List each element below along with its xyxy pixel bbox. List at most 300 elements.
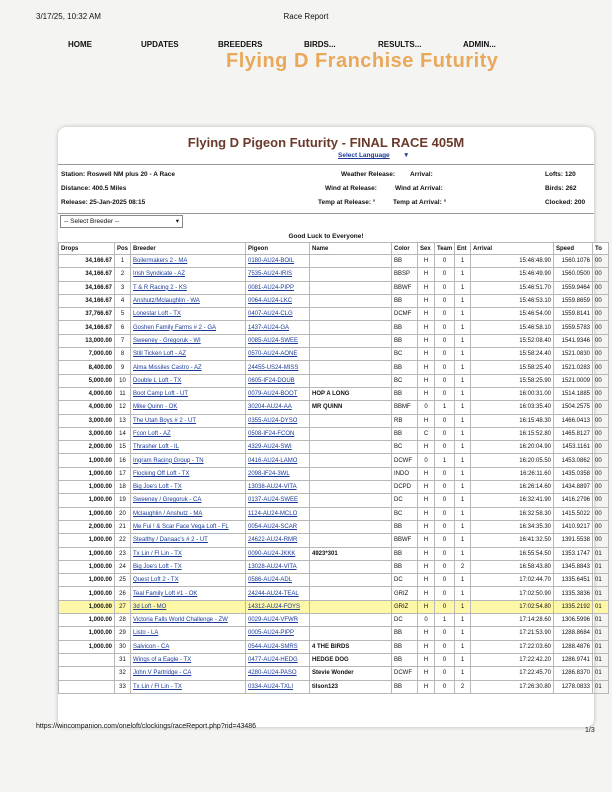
chevron-down-icon[interactable]: ▼ bbox=[403, 152, 410, 159]
report-title: Flying D Pigeon Futurity - FINAL RACE 405M bbox=[187, 135, 465, 150]
nav-updates[interactable]: UPDATES bbox=[141, 40, 179, 49]
col-ent: Ent bbox=[455, 243, 471, 255]
table-row bbox=[59, 547, 609, 560]
cell-ent: 1 bbox=[455, 281, 471, 294]
cell-drops: 8,400.00 bbox=[59, 361, 115, 374]
cell-pos: 25 bbox=[115, 574, 131, 587]
cell-color: BB bbox=[392, 255, 418, 268]
cell-breeder[interactable]: Mclaughlin / Anshutz - MA bbox=[131, 507, 246, 520]
table-row bbox=[59, 414, 609, 427]
cell-pigeon[interactable]: 2098-IF24-3WL bbox=[246, 467, 310, 480]
cell-team: 0 bbox=[435, 653, 455, 666]
cell-breeder[interactable]: Boilermakers 2 - MA bbox=[131, 255, 246, 268]
table-row bbox=[59, 667, 609, 680]
cell-sex: H bbox=[418, 680, 435, 693]
cell-team: 0 bbox=[435, 294, 455, 307]
cell-pos: 28 bbox=[115, 614, 131, 627]
cell-arrival: 16:41:32.50 bbox=[471, 534, 554, 547]
col-speed: Speed bbox=[554, 243, 593, 255]
cell-breeder[interactable]: Salvicon - CA bbox=[131, 640, 246, 653]
cell-arrival: 16:00:31.00 bbox=[471, 387, 554, 400]
cell-name bbox=[310, 374, 392, 387]
wind-release: Wind at Release: bbox=[325, 185, 377, 192]
cell-to: 01 bbox=[593, 667, 609, 680]
cell-breeder[interactable]: Still Ticken Loft - AZ bbox=[131, 348, 246, 361]
distance-label: Distance: 400.5 Miles bbox=[61, 185, 127, 192]
cell-to: 00 bbox=[593, 414, 609, 427]
cell-to: 00 bbox=[593, 387, 609, 400]
cell-breeder[interactable]: Stealthy / Danaac's # 2 - UT bbox=[131, 534, 246, 547]
cell-pos: 7 bbox=[115, 334, 131, 347]
cell-pos: 9 bbox=[115, 361, 131, 374]
cell-pos: 8 bbox=[115, 348, 131, 361]
table-row bbox=[59, 600, 609, 613]
cell-team: 0 bbox=[435, 481, 455, 494]
cell-color: GRIZ bbox=[392, 587, 418, 600]
cell-to: 01 bbox=[593, 653, 609, 666]
cell-drops: 1,000.00 bbox=[59, 587, 115, 600]
table-row bbox=[59, 614, 609, 627]
table-header-row bbox=[59, 243, 609, 255]
cell-breeder[interactable]: Me Fui ! & Scar Face Vega Loft - FL bbox=[131, 520, 246, 533]
cell-team: 0 bbox=[435, 680, 455, 693]
table-row bbox=[59, 560, 609, 573]
cell-pigeon[interactable]: 30204-AU24-AA bbox=[246, 401, 310, 414]
race-info-panel bbox=[58, 164, 594, 214]
cell-pigeon[interactable]: 24244-AU24-TEAL bbox=[246, 587, 310, 600]
cell-pigeon[interactable]: 1437-AU24-GA bbox=[246, 321, 310, 334]
cell-pigeon[interactable]: 13028-AU24-VITA bbox=[246, 560, 310, 573]
col-pos: Pos bbox=[115, 243, 131, 255]
cell-name: 4923*301 bbox=[310, 547, 392, 560]
cell-pos: 21 bbox=[115, 520, 131, 533]
cell-to: 00 bbox=[593, 361, 609, 374]
cell-sex: 0 bbox=[418, 454, 435, 467]
cell-pigeon[interactable]: 0079-AU24-BOOT bbox=[246, 387, 310, 400]
cell-ent: 1 bbox=[455, 308, 471, 321]
cell-name bbox=[310, 255, 392, 268]
cell-color: BB bbox=[392, 294, 418, 307]
cell-speed: 1278.0833 bbox=[554, 680, 593, 693]
cell-arrival: 17:21:53.90 bbox=[471, 627, 554, 640]
wind-arrival: Wind at Arrival: bbox=[395, 185, 443, 192]
cell-pigeon[interactable]: 0570-AU24-AONE bbox=[246, 348, 310, 361]
cell-name bbox=[310, 268, 392, 281]
cell-arrival: 15:58:24.40 bbox=[471, 348, 554, 361]
cell-speed: 1521.0283 bbox=[554, 361, 593, 374]
cell-sex: 0 bbox=[418, 614, 435, 627]
cell-pigeon[interactable]: 0477-AU24-HEDG bbox=[246, 653, 310, 666]
cell-to: 00 bbox=[593, 281, 609, 294]
cell-to: 01 bbox=[593, 614, 609, 627]
chevron-down-icon: ▾ bbox=[175, 218, 179, 225]
cell-pigeon[interactable]: 13038-AU24-VITA bbox=[246, 481, 310, 494]
cell-color: BB bbox=[392, 627, 418, 640]
cell-breeder[interactable]: Sweeney / Gregoruk - CA bbox=[131, 494, 246, 507]
cell-sex: H bbox=[418, 481, 435, 494]
cell-ent: 1 bbox=[455, 454, 471, 467]
cell-pigeon[interactable]: 7535-AU24-IRIS bbox=[246, 268, 310, 281]
cell-arrival: 16:32:58.30 bbox=[471, 507, 554, 520]
cell-sex: H bbox=[418, 627, 435, 640]
cell-pos: 29 bbox=[115, 627, 131, 640]
breeder-select[interactable] bbox=[60, 215, 183, 228]
cell-pigeon[interactable]: 4329-AU24-SWI bbox=[246, 441, 310, 454]
cell-pigeon[interactable]: 0085-AU24-SWEE bbox=[246, 334, 310, 347]
cell-arrival: 17:22:03.60 bbox=[471, 640, 554, 653]
table-row bbox=[59, 308, 609, 321]
cell-breeder[interactable]: Double L Loft - TX bbox=[131, 374, 246, 387]
cell-breeder[interactable]: Tx Lin / Fl Lin - TX bbox=[131, 547, 246, 560]
cell-name bbox=[310, 481, 392, 494]
cell-ent: 1 bbox=[455, 520, 471, 533]
cell-drops: 1,000.00 bbox=[59, 547, 115, 560]
table-row bbox=[59, 374, 609, 387]
cell-pigeon[interactable]: 1124-AU24-MCLO bbox=[246, 507, 310, 520]
cell-color: RB bbox=[392, 414, 418, 427]
cell-breeder[interactable]: Big Joe's Loft - TX bbox=[131, 560, 246, 573]
cell-team: 0 bbox=[435, 494, 455, 507]
cell-pigeon[interactable]: 24622-AU24-RMR bbox=[246, 534, 310, 547]
cell-to: 01 bbox=[593, 587, 609, 600]
cell-sex: H bbox=[418, 574, 435, 587]
cell-speed: 1560.1076 bbox=[554, 255, 593, 268]
cell-team: 0 bbox=[435, 308, 455, 321]
cell-team: 0 bbox=[435, 348, 455, 361]
cell-sex: H bbox=[418, 520, 435, 533]
cell-color: BC bbox=[392, 348, 418, 361]
cell-pigeon[interactable]: 0137-AU24-SWEE bbox=[246, 494, 310, 507]
cell-name bbox=[310, 494, 392, 507]
cell-color: BC bbox=[392, 374, 418, 387]
cell-sex: H bbox=[418, 640, 435, 653]
footer-url: https://wincompanion.com/oneloft/clockings/raceReport.php?rid=43486 bbox=[36, 723, 257, 730]
col-pigeon: Pigeon bbox=[246, 243, 310, 255]
cell-sex: H bbox=[418, 600, 435, 613]
cell-breeder[interactable]: Thrasher Loft - IL bbox=[131, 441, 246, 454]
cell-breeder[interactable]: Anshutz/Mclaughlin - WA bbox=[131, 294, 246, 307]
cell-drops: 1,000.00 bbox=[59, 614, 115, 627]
cell-pigeon[interactable]: 0090-AU24-JKKK bbox=[246, 547, 310, 560]
cell-team: 0 bbox=[435, 268, 455, 281]
col-to: To bbox=[593, 243, 609, 255]
cell-to: 00 bbox=[593, 268, 609, 281]
cell-team: 0 bbox=[435, 467, 455, 480]
cell-name bbox=[310, 334, 392, 347]
breeder-select-value: -- Select Breeder -- bbox=[64, 218, 120, 225]
cell-team: 1 bbox=[435, 614, 455, 627]
cell-breeder[interactable]: Irish Syndicate - AZ bbox=[131, 268, 246, 281]
cell-sex: H bbox=[418, 414, 435, 427]
cell-team: 0 bbox=[435, 334, 455, 347]
cell-speed: 1335.3836 bbox=[554, 587, 593, 600]
cell-to: 00 bbox=[593, 534, 609, 547]
cell-to: 00 bbox=[593, 255, 609, 268]
cell-to: 00 bbox=[593, 321, 609, 334]
cell-breeder[interactable]: Sweeney - Gregoruk - WI bbox=[131, 334, 246, 347]
cell-sex: H bbox=[418, 281, 435, 294]
cell-sex: H bbox=[418, 494, 435, 507]
nav-results[interactable]: RESULTS... bbox=[378, 40, 422, 49]
cell-pos: 30 bbox=[115, 640, 131, 653]
nav-admin[interactable]: ADMIN... bbox=[463, 40, 496, 49]
cell-pigeon[interactable]: 0416-AU24-LAMO bbox=[246, 454, 310, 467]
cell-ent: 1 bbox=[455, 414, 471, 427]
nav-home[interactable]: HOME bbox=[68, 40, 92, 49]
col-color: Color bbox=[392, 243, 418, 255]
cell-pigeon[interactable]: 0508-IF24-FCON bbox=[246, 427, 310, 440]
cell-pos: 18 bbox=[115, 481, 131, 494]
cell-arrival: 16:15:48.30 bbox=[471, 414, 554, 427]
cell-arrival: 15:46:49.90 bbox=[471, 268, 554, 281]
cell-team: 0 bbox=[435, 361, 455, 374]
cell-ent: 1 bbox=[455, 614, 471, 627]
cell-breeder[interactable]: Lonestar Loft - TX bbox=[131, 308, 246, 321]
cell-ent: 1 bbox=[455, 627, 471, 640]
cell-name: Stevie Wonder bbox=[310, 667, 392, 680]
cell-speed: 1465.8127 bbox=[554, 427, 593, 440]
cell-breeder[interactable]: Wings of a Eagle - TX bbox=[131, 653, 246, 666]
cell-name bbox=[310, 308, 392, 321]
cell-to: 00 bbox=[593, 481, 609, 494]
nav-breeders[interactable]: BREEDERS bbox=[218, 40, 263, 49]
cell-drops: 4,000.00 bbox=[59, 401, 115, 414]
cell-color: BB bbox=[392, 321, 418, 334]
cell-sex: H bbox=[418, 441, 435, 454]
cell-team: 1 bbox=[435, 401, 455, 414]
good-luck-message: Good Luck to Everyone! bbox=[288, 233, 364, 240]
table-row bbox=[59, 427, 609, 440]
cell-team: 0 bbox=[435, 374, 455, 387]
cell-pos: 24 bbox=[115, 560, 131, 573]
cell-arrival: 15:46:53.10 bbox=[471, 294, 554, 307]
cell-team: 0 bbox=[435, 587, 455, 600]
cell-to: 00 bbox=[593, 427, 609, 440]
cell-pigeon[interactable]: 0407-AU24-CLG bbox=[246, 308, 310, 321]
cell-breeder[interactable]: Teal Family Loft #1 - OK bbox=[131, 587, 246, 600]
cell-name: tilson123 bbox=[310, 680, 392, 693]
table-row bbox=[59, 441, 609, 454]
cell-to: 01 bbox=[593, 560, 609, 573]
cell-drops: 1,000.00 bbox=[59, 627, 115, 640]
table-row bbox=[59, 627, 609, 640]
cell-ent: 1 bbox=[455, 334, 471, 347]
cell-pos: 17 bbox=[115, 467, 131, 480]
cell-to: 00 bbox=[593, 374, 609, 387]
cell-arrival: 16:55:54.50 bbox=[471, 547, 554, 560]
cell-color: DCWF bbox=[392, 454, 418, 467]
cell-color: BBMF bbox=[392, 401, 418, 414]
cell-pos: 11 bbox=[115, 387, 131, 400]
cell-pigeon[interactable]: 0334-AU24-TXLI bbox=[246, 680, 310, 693]
cell-sex: H bbox=[418, 294, 435, 307]
select-language-link[interactable]: Select Language bbox=[338, 152, 390, 159]
cell-drops: 1,000.00 bbox=[59, 600, 115, 613]
cell-drops: 37,766.67 bbox=[59, 308, 115, 321]
cell-sex: H bbox=[418, 374, 435, 387]
cell-pos: 26 bbox=[115, 587, 131, 600]
page-number: 1/3 bbox=[585, 727, 595, 734]
release-label: Release: 25-Jan-2025 08:15 bbox=[61, 199, 146, 206]
col-arrival: Arrival bbox=[471, 243, 554, 255]
cell-pigeon[interactable]: 0054-AU24-SCAR bbox=[246, 520, 310, 533]
cell-speed: 1353.1747 bbox=[554, 547, 593, 560]
cell-name: HEDGE DOG bbox=[310, 653, 392, 666]
table-row bbox=[59, 348, 609, 361]
cell-ent: 1 bbox=[455, 255, 471, 268]
cell-to: 00 bbox=[593, 520, 609, 533]
cell-color: BB bbox=[392, 547, 418, 560]
cell-arrival: 15:46:58.10 bbox=[471, 321, 554, 334]
cell-breeder[interactable]: T & R Racing 2 - KS bbox=[131, 281, 246, 294]
cell-color: DC bbox=[392, 494, 418, 507]
table-row bbox=[59, 387, 609, 400]
cell-team: 0 bbox=[435, 321, 455, 334]
cell-arrival: 17:02:54.80 bbox=[471, 600, 554, 613]
cell-ent: 1 bbox=[455, 534, 471, 547]
cell-ent: 2 bbox=[455, 680, 471, 693]
cell-sex: H bbox=[418, 547, 435, 560]
cell-pos: 13 bbox=[115, 414, 131, 427]
cell-to: 00 bbox=[593, 348, 609, 361]
cell-team: 0 bbox=[435, 507, 455, 520]
cell-breeder[interactable]: Quest Loft 2 - TX bbox=[131, 574, 246, 587]
cell-team: 0 bbox=[435, 255, 455, 268]
cell-sex: H bbox=[418, 587, 435, 600]
table-row bbox=[59, 481, 609, 494]
cell-breeder[interactable]: Boot Camp Loft - UT bbox=[131, 387, 246, 400]
cell-speed: 1560.0500 bbox=[554, 268, 593, 281]
cell-ent: 1 bbox=[455, 387, 471, 400]
cell-breeder[interactable]: Tx Lin / Fl Lin - TX bbox=[131, 680, 246, 693]
cell-arrival: 16:20:05.50 bbox=[471, 454, 554, 467]
cell-sex: H bbox=[418, 653, 435, 666]
cell-ent: 1 bbox=[455, 427, 471, 440]
cell-name bbox=[310, 321, 392, 334]
cell-pos: 4 bbox=[115, 294, 131, 307]
cell-drops: 1,000.00 bbox=[59, 454, 115, 467]
cell-pigeon[interactable]: 0355-AU24-DYSO bbox=[246, 414, 310, 427]
cell-pigeon[interactable]: 0180-AU24-BOIL bbox=[246, 255, 310, 268]
station-label: Station: Roswell NM plus 20 - A Race bbox=[61, 171, 176, 178]
table-row bbox=[59, 587, 609, 600]
cell-speed: 1286.8370 bbox=[554, 667, 593, 680]
cell-breeder[interactable]: The Utah Boys # 2 - UT bbox=[131, 414, 246, 427]
cell-drops: 34,166.67 bbox=[59, 281, 115, 294]
cell-pos: 10 bbox=[115, 374, 131, 387]
cell-pos: 27 bbox=[115, 600, 131, 613]
cell-name bbox=[310, 627, 392, 640]
print-timestamp: 3/17/25, 10:32 AM bbox=[36, 12, 101, 21]
cell-pigeon[interactable]: 4280-AU24-PASO bbox=[246, 667, 310, 680]
cell-breeder[interactable]: Listo - LA bbox=[131, 627, 246, 640]
cell-arrival: 17:14:28.60 bbox=[471, 614, 554, 627]
cell-color: BBWF bbox=[392, 534, 418, 547]
cell-ent: 1 bbox=[455, 467, 471, 480]
cell-ent: 1 bbox=[455, 653, 471, 666]
cell-sex: H bbox=[418, 334, 435, 347]
table-row bbox=[59, 255, 609, 268]
table-row bbox=[59, 680, 609, 693]
cell-breeder[interactable]: Mike Quinn - OK bbox=[131, 401, 246, 414]
cell-color: BB bbox=[392, 520, 418, 533]
cell-speed: 1559.5783 bbox=[554, 321, 593, 334]
cell-team: 0 bbox=[435, 600, 455, 613]
cell-pigeon[interactable]: 24455-US24-MISS bbox=[246, 361, 310, 374]
cell-team: 0 bbox=[435, 427, 455, 440]
cell-to: 01 bbox=[593, 574, 609, 587]
franchise-banner: Flying D Franchise Futurity bbox=[226, 50, 499, 72]
table-row bbox=[59, 534, 609, 547]
cell-pigeon[interactable]: 0064-AU24-LKC bbox=[246, 294, 310, 307]
cell-color: GRIZ bbox=[392, 600, 418, 613]
cell-to: 00 bbox=[593, 507, 609, 520]
cell-breeder[interactable]: Big Joe's Loft - TX bbox=[131, 481, 246, 494]
cell-pos: 32 bbox=[115, 667, 131, 680]
cell-pos: 16 bbox=[115, 454, 131, 467]
cell-pigeon[interactable]: 14312-AU24-FOYS bbox=[246, 600, 310, 613]
cell-pigeon[interactable]: 0081-AU24-PIPP bbox=[246, 281, 310, 294]
cell-drops: 3,000.00 bbox=[59, 427, 115, 440]
cell-pigeon[interactable]: 0029-AU24-VFWR bbox=[246, 614, 310, 627]
cell-speed: 1335.6451 bbox=[554, 574, 593, 587]
cell-pigeon[interactable]: 0605-IF24-DOUB bbox=[246, 374, 310, 387]
cell-ent: 1 bbox=[455, 321, 471, 334]
cell-pigeon[interactable]: 0005-AU24-PIPP bbox=[246, 627, 310, 640]
cell-drops: 34,166.67 bbox=[59, 321, 115, 334]
cell-pigeon[interactable]: 0544-AU24-SMRS bbox=[246, 640, 310, 653]
temp-release: Temp at Release: ° bbox=[318, 199, 376, 206]
cell-breeder[interactable]: Flocking Off Loft - TX bbox=[131, 467, 246, 480]
cell-to: 00 bbox=[593, 401, 609, 414]
cell-color: BB bbox=[392, 387, 418, 400]
cell-color: BB bbox=[392, 680, 418, 693]
table-row bbox=[59, 268, 609, 281]
cell-arrival: 15:58:25.40 bbox=[471, 361, 554, 374]
cell-breeder[interactable]: Alma Missiles Castro - AZ bbox=[131, 361, 246, 374]
cell-speed: 1345.8843 bbox=[554, 560, 593, 573]
cell-name: MR QUINN bbox=[310, 401, 392, 414]
cell-breeder[interactable]: 3d Loft - MO bbox=[131, 600, 246, 613]
cell-breeder[interactable]: Ingram Racing Group - TN bbox=[131, 454, 246, 467]
cell-ent: 1 bbox=[455, 348, 471, 361]
cell-breeder[interactable]: John V Partridge - CA bbox=[131, 667, 246, 680]
cell-drops: 5,000.00 bbox=[59, 374, 115, 387]
cell-name bbox=[310, 614, 392, 627]
cell-sex: H bbox=[418, 321, 435, 334]
table-row bbox=[59, 334, 609, 347]
race-report-card bbox=[58, 127, 602, 727]
cell-breeder[interactable]: Victoria Falls World Challenge - ZW bbox=[131, 614, 246, 627]
cell-pigeon[interactable]: 0586-AU24-ADL bbox=[246, 574, 310, 587]
cell-color: INDO bbox=[392, 467, 418, 480]
cell-ent: 1 bbox=[455, 268, 471, 281]
cell-color: BB bbox=[392, 334, 418, 347]
cell-speed: 1434.8897 bbox=[554, 481, 593, 494]
cell-arrival: 15:52:08.40 bbox=[471, 334, 554, 347]
cell-drops: 1,000.00 bbox=[59, 494, 115, 507]
cell-name bbox=[310, 534, 392, 547]
results-table bbox=[58, 242, 609, 694]
cell-name bbox=[310, 600, 392, 613]
cell-speed: 1453.1161 bbox=[554, 441, 593, 454]
nav-birds[interactable]: BIRDS... bbox=[304, 40, 336, 49]
cell-team: 0 bbox=[435, 534, 455, 547]
cell-breeder[interactable]: Goshen Family Farms # 2 - GA bbox=[131, 321, 246, 334]
cell-speed: 1514.1885 bbox=[554, 387, 593, 400]
cell-breeder[interactable]: Fcon Loft - AZ bbox=[131, 427, 246, 440]
cell-team: 0 bbox=[435, 667, 455, 680]
